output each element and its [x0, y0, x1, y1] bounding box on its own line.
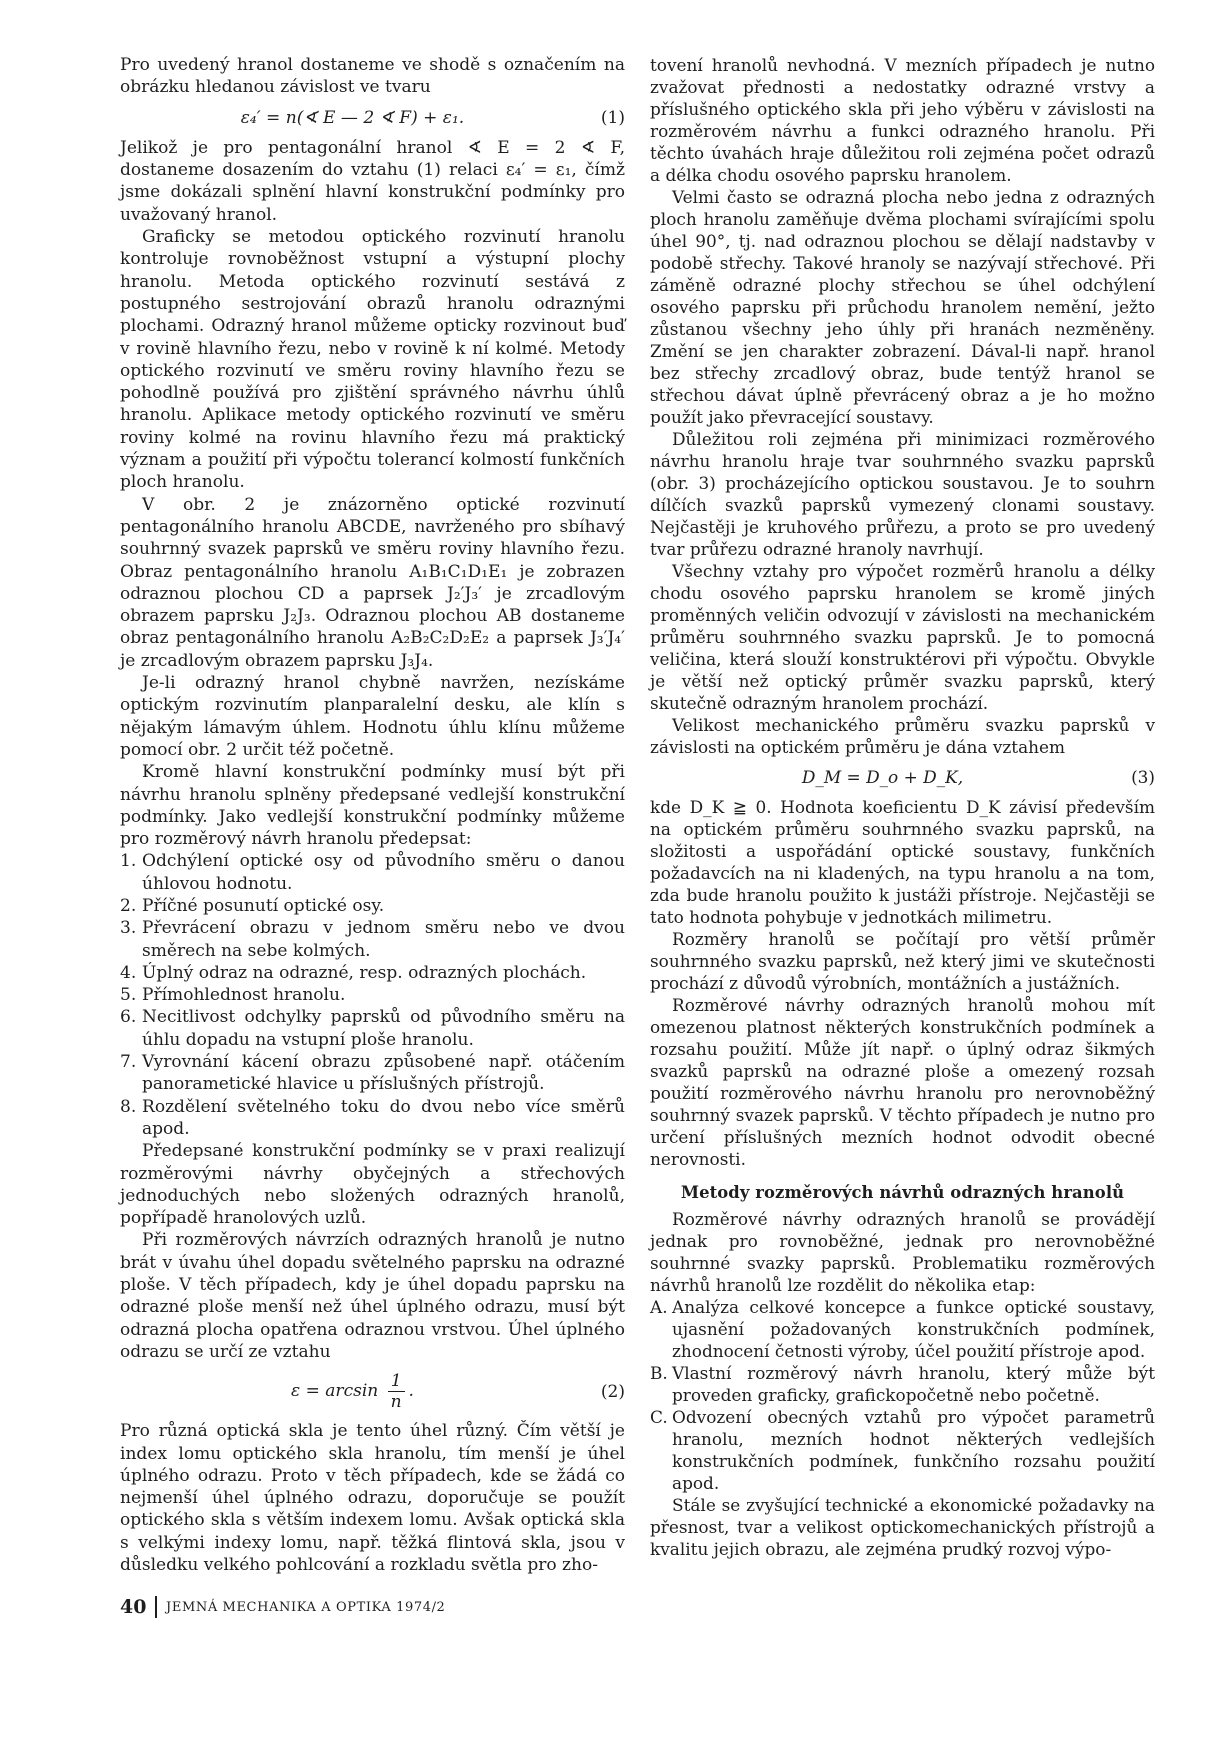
page-number: 40 [120, 1596, 147, 1618]
paragraph: Graficky se metodou optického rozvinutí hranolu kontroluje rovnoběžnost vstupní a výstupní plochy hranolu. Metoda optického rozvinutí sestává z postupného sestrojování obrazů hranolu odraznými plochami. Odrazný hranol můžeme opticky rozvinout buď v rovině hlavního řezu, nebo v rovině k ní kolmé. Metody optického rozvinutí ve směru roviny hlavního řezu se pohodlně používá pro zjištění správného návrhu úhlů hranolu. Aplikace metody optického rozvinutí ve směru roviny kolmé na rovinu hlavního řezu má praktický význam a použití při výpočtu tolerancí kolmostí funkčních ploch hranolu. [120, 227, 625, 493]
list-item-number: 6. [120, 1007, 137, 1028]
list-item [120, 962, 625, 984]
list-item [650, 1296, 1155, 1362]
equation-1-number: (1) [600, 107, 625, 128]
list-item [120, 1006, 625, 1051]
list-item-number: 2. [120, 895, 137, 916]
fraction-numerator: 1 [388, 1371, 405, 1392]
list-item-text: Necitlivost odchylky paprsků od původního směru na úhlu dopadu na vstupní ploše hranolu. [142, 1007, 625, 1050]
list-item-text: Odvození obecných vztahů pro výpočet parametrů hranolu, mezních hodnot některých vedlejších konstrukčních podmínek, funkčního rozsahu použití apod. [672, 1407, 1155, 1493]
left-column [120, 54, 625, 1576]
equation-3-body: D_M = D_o + D_K, [801, 767, 964, 787]
list-item-text: Analýza celkové koncepce a funkce optické soustavy, ujasnění požadovaných konstrukčních podmínek, zhodnocení četnosti výroby, účel použití přístroje apod. [672, 1297, 1155, 1361]
paragraph: Důležitou roli zejména při minimizaci rozměrového návrhu hranolu hraje tvar souhrnného svazku paprsků (obr. 3) procházejícího optickou soustavou. Je to souhrn dílčích svazků paprsků vymezený clonami soustavy. Nejčastěji je kruhového průřezu, a proto se pro uvedený tvar průřezu odrazné hranoly navrhují. [650, 429, 1155, 559]
equation-1-body: ε₄′ = n(∢ E — 2 ∢ F) + ε₁. [240, 107, 465, 128]
list-item-number: 5. [120, 985, 137, 1006]
list-item-number: 3. [120, 918, 137, 939]
list-item-number: 7. [120, 1052, 137, 1073]
stage-list [650, 1296, 1155, 1494]
paragraph: Je-li odrazný hranol chybně navržen, nezískáme optickým rozvinutím planparalelní desku, ale klín s nějakým lámavým úhlem. Hodnotu úhlu klínu můžeme pomocí obr. 2 určit též početně. [120, 673, 625, 760]
paragraph: Předepsané konstrukční podmínky se v praxi realizují rozměrovými návrhy obyčejných a střechových jednoduchých nebo složených odrazných hranolů, popřípadě hranolových uzlů. [120, 1141, 625, 1229]
list-item [120, 917, 625, 962]
paragraph: Pro různá optická skla je tento úhel různý. Čím větší je index lomu optického skla hranolu, tím menší je úhel úplného odrazu. Proto v těch případech, kde se žádá co nejmenší úhel úplného odrazu, doporučuje se použít optického skla s větším indexem lomu. Avšak optická skla s velkými indexy lomu, např. těžká flintová skla, jsou v důsledku velkého pohlcování a rozkladu světla pro zho- [120, 1421, 625, 1575]
list-item-number: 8. [120, 1096, 137, 1117]
list-item [120, 850, 625, 895]
list-item-text: Vlastní rozměrový návrh hranolu, který může být proveden graficky, grafickopočetně nebo početně. [672, 1363, 1155, 1405]
list-item-number: 4. [120, 962, 137, 983]
list-item-text: Odchýlení optické osy od původního směru o danou úhlovou hodnotu. [142, 851, 625, 894]
paragraph: Velikost mechanického průměru svazku paprsků v závislosti na optickém průměru je dána vztahem [650, 715, 1155, 757]
paragraph: Stále se zvyšující technické a ekonomické požadavky na přesnost, tvar a velikost optickomechanických přístrojů a kvalitu jejich obrazu, ale zejména prudký rozvoj výpo- [650, 1495, 1155, 1559]
list-item-text: Úplný odraz na odrazné, resp. odrazných plochách. [142, 962, 587, 983]
paragraph: Všechny vztahy pro výpočet rozměrů hranolu a délky chodu osového paprsku hranolem se kromě jiných proměnných veličin odvozují v závislosti na mechanickém průměru souhrnného svazku paprsků. Je to pomocná veličina, která slouží konstruktérovi při výpočtu. Obvykle je větší než optický průměr svazku paprsků, který skutečně odrazným hranolem prochází. [650, 561, 1155, 713]
equation-2-fraction [388, 1371, 405, 1412]
equation-3-number: (3) [1131, 767, 1155, 787]
paragraph: Rozměry hranolů se počítají pro větší průměr souhrnného svazku paprsků, než který jimi ve skutečnosti prochází z důvodů výrobních, montážních a justážních. [650, 929, 1155, 993]
list-item-letter: A. [650, 1297, 668, 1317]
condition-list [120, 850, 625, 1140]
right-column [650, 54, 1155, 1560]
list-item [120, 895, 625, 917]
list-item-number: 1. [120, 851, 137, 872]
journal-name: JEMNÁ MECHANIKA A OPTIKA 1974/2 [166, 1599, 446, 1615]
equation-3 [650, 766, 1155, 788]
list-item [650, 1362, 1155, 1406]
fraction-denominator: n [390, 1392, 402, 1413]
footer-divider [155, 1596, 157, 1618]
equation-2-tail: . [408, 1381, 414, 1402]
list-item-text: Rozdělení světelného toku do dvou nebo více směrů apod. [142, 1096, 625, 1139]
paragraph: Pro uvedený hranol dostaneme ve shodě s označením na obrázku hledanou závislost ve tvaru [120, 55, 625, 98]
paragraph: V obr. 2 je znázorněno optické rozvinutí pentagonálního hranolu ABCDE, navrženého pro sbíhavý souhrnný svazek paprsků ve směru roviny hlavního řezu. Obraz pentagonálního hranolu A₁B₁C₁D₁E₁ je zobrazen odraznou plochou CD a paprsek J₂′J₃′ je zrcadlovým obrazem paprsku J₂J₃. Odraznou plochou AB dostaneme obraz pentagonálního hranolu A₂B₂C₂D₂E₂ a paprsek J₃′J₄′ je zrcadlovým obrazem paprsku J₃J₄. [120, 494, 625, 671]
list-item-text: Přímohlednost hranolu. [142, 985, 346, 1006]
equation-2-number: (2) [600, 1381, 625, 1402]
list-item [120, 984, 625, 1006]
paragraph: Velmi často se odrazná plocha nebo jedna z odrazných ploch hranolu zaměňuje dvěma plochami svírajícími spolu úhel 90°, tj. nad odraznou plochou se dělají nadstavby v podobě střechy. Takové hranoly se nazývají střechové. Při záměně odrazné plochy střechou se úhel odchýlení osového paprsku při průchodu hranolem nemění, ježto zůstanou všechny jeho úhly při hranách nezměněny. Změní se jen charakter zobrazení. Dával-li např. hranol bez střechy zrcadlový obraz, bude tentýž hranol se střechou dávat úplně převrácený obraz a je ho možno použít jako převracející soustavy. [650, 187, 1155, 427]
list-item-text: Převrácení obrazu v jednom směru nebo ve dvou směrech na sebe kolmých. [142, 918, 625, 961]
paragraph: Rozměrové návrhy odrazných hranolů mohou mít omezenou platnost některých konstrukčních podmínek a rozsahu použití. Může jít např. o úplný odraz šikmých svazků paprsků na odrazné ploše a omezený rozsah použití rozměrového návrhu hranolu pro nerovnoběžný souhrnný svazek paprsků. V těchto případech je nutno pro určení příslušných mezních hodnot odvodit obecné nerovnosti. [650, 995, 1155, 1169]
list-item-letter: B. [650, 1363, 668, 1383]
paragraph: Rozměrové návrhy odrazných hranolů se provádějí jednak pro rovnoběžné, jednak pro nerovnoběžné souhrnné svazky paprsků. Problematiku rozměrových návrhů hranolů lze rozdělit do několika etap: [650, 1209, 1155, 1295]
list-item-letter: C. [650, 1407, 668, 1427]
equation-2 [120, 1371, 625, 1412]
paragraph: Jelikož je pro pentagonální hranol ∢ E = 2 ∢ F, dostaneme dosazením do vztahu (1) relaci ε₄′ = ε₁, čímž jsme dokázali splnění hlavní konstrukční podmínky pro uvažovaný hranol. [120, 137, 625, 225]
paragraph: tovení hranolů nevhodná. V mezních případech je nutno zvažovat přednosti a nedostatky odrazné vrstvy a příslušného optického skla při jeho výběru v závislosti na rozměrovém návrhu a funkci odrazného hranolu. Při těchto úvahách hraje důležitou roli zejména počet odrazů a délka chodu osového paprsku hranolem. [650, 55, 1155, 185]
page-footer [120, 1594, 445, 1620]
paragraph: Při rozměrových návrzích odrazných hranolů je nutno brát v úvahu úhel dopadu světelného paprsku na odrazné ploše. V těch případech, kdy je úhel dopadu paprsku na odrazné ploše menší než úhel úplného odrazu, musí být odrazná plocha opatřena odraznou vrstvou. Úhel úplného odrazu se určí ze vztahu [120, 1230, 625, 1362]
equation-2-body [120, 1371, 585, 1412]
list-item [650, 1406, 1155, 1494]
equation-1 [120, 107, 625, 129]
equation-2-lhs: ε = arcsin [291, 1381, 379, 1402]
list-item [120, 1051, 625, 1096]
paragraph: kde D_K ≧ 0. Hodnota koeficientu D_K závisí především na optickém průměru souhrnného svazku paprsků, na složitosti a uspořádání optické soustavy, funkčních požadavcích na ni kladených, na typu hranolu a na tom, zda bude hranolu použito k justáži přístroje. Nejčastěji se tato hodnota pohybuje v jednotkách milimetru. [650, 797, 1155, 927]
paragraph: Kromě hlavní konstrukční podmínky musí být při návrhu hranolu splněny předepsané vedlejší konstrukční podmínky. Jako vedlejší konstrukční podmínky můžeme pro rozměrový návrh hranolu předepsat: [120, 762, 625, 850]
section-heading: Metody rozměrových návrhů odrazných hranolů [680, 1183, 1125, 1202]
list-item-text: Příčné posunutí optické osy. [142, 895, 385, 916]
list-item-text: Vyrovnání kácení obrazu způsobené např. otáčením panorametické hlavice u příslušných přístrojů. [142, 1052, 625, 1095]
list-item [120, 1096, 625, 1141]
